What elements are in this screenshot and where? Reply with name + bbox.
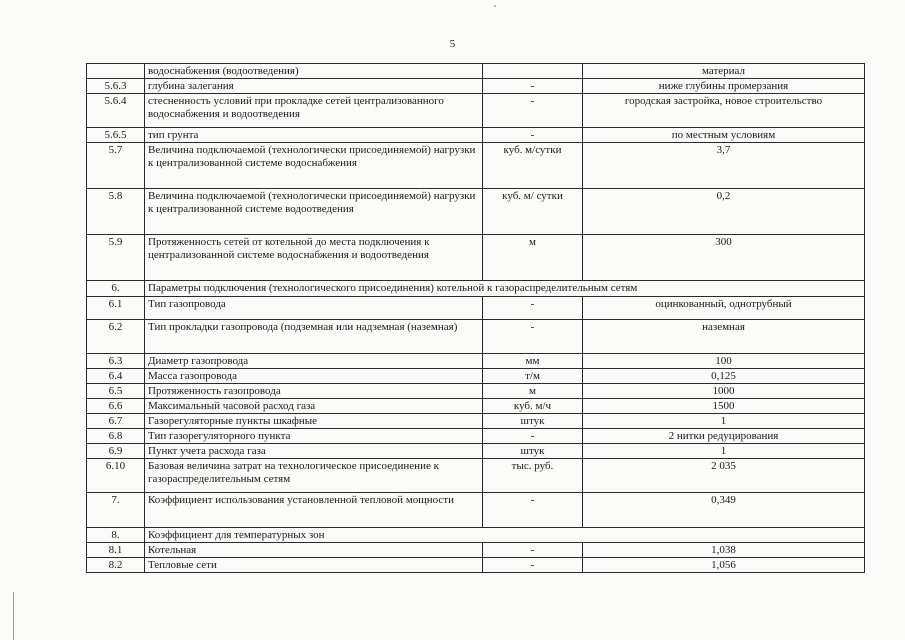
row-unit: - (483, 320, 583, 354)
row-name: Величина подключаемой (технологически присоединяемой) нагрузки к централизованной системе водоснабжения (145, 143, 483, 189)
row-number: 5.8 (87, 189, 145, 235)
row-value: 1000 (583, 384, 865, 399)
row-name: Тип газопровода (145, 297, 483, 320)
row-value: городская застройка, новое строительство (583, 94, 865, 128)
row-value: 1,038 (583, 543, 865, 558)
scan-margin-line (13, 592, 14, 640)
row-number (87, 64, 145, 79)
row-unit (483, 64, 583, 79)
row-number: 6.7 (87, 414, 145, 429)
table-row (87, 399, 865, 414)
table-row (87, 444, 865, 459)
row-value: 1 (583, 444, 865, 459)
row-name: Тип прокладки газопровода (подземная или надземная (наземная) (145, 320, 483, 354)
row-number: 8. (87, 528, 145, 543)
row-value: 2 035 (583, 459, 865, 493)
row-name: Масса газопровода (145, 369, 483, 384)
row-name: Величина подключаемой (технологически присоединяемой) нагрузки к централизованной системе водоотведения (145, 189, 483, 235)
row-value: наземная (583, 320, 865, 354)
row-name: Базовая величина затрат на технологическое присоединение к газораспределительным сетям (145, 459, 483, 493)
table-row (87, 459, 865, 493)
row-value: 300 (583, 235, 865, 281)
row-number: 6.5 (87, 384, 145, 399)
row-number: 5.6.3 (87, 79, 145, 94)
table-row (87, 429, 865, 444)
table-row (87, 369, 865, 384)
row-name: Котельная (145, 543, 483, 558)
row-value: 100 (583, 354, 865, 369)
row-value: оцинкованный, однотрубный (583, 297, 865, 320)
row-value: 1 (583, 414, 865, 429)
row-number: 8.1 (87, 543, 145, 558)
row-name: Протяженность сетей от котельной до места подключения к централизованной системе водоснабжения и водоотведения (145, 235, 483, 281)
row-unit: - (483, 94, 583, 128)
row-unit: - (483, 493, 583, 528)
section-row (87, 281, 865, 297)
row-number: 6.8 (87, 429, 145, 444)
table-row (87, 128, 865, 143)
row-name: Максимальный часовой расход газа (145, 399, 483, 414)
row-unit: - (483, 429, 583, 444)
row-unit: - (483, 297, 583, 320)
row-number: 5.9 (87, 235, 145, 281)
row-number: 6.9 (87, 444, 145, 459)
row-unit: - (483, 128, 583, 143)
table-row (87, 297, 865, 320)
row-number: 6.2 (87, 320, 145, 354)
row-name: Пункт учета расхода газа (145, 444, 483, 459)
row-name: Тепловые сети (145, 558, 483, 573)
row-value: материал (583, 64, 865, 79)
row-name: тип грунта (145, 128, 483, 143)
row-number: 6. (87, 281, 145, 297)
row-number: 8.2 (87, 558, 145, 573)
row-name: Протяженность газопровода (145, 384, 483, 399)
row-number: 6.4 (87, 369, 145, 384)
row-unit: - (483, 558, 583, 573)
row-name: глубина залегания (145, 79, 483, 94)
section-title: Коэффициент для температурных зон (145, 528, 865, 543)
row-unit: - (483, 79, 583, 94)
table-row (87, 414, 865, 429)
row-unit: штук (483, 414, 583, 429)
table-row (87, 79, 865, 94)
row-value: по местным условиям (583, 128, 865, 143)
row-value: 1,056 (583, 558, 865, 573)
row-name: Диаметр газопровода (145, 354, 483, 369)
row-number: 6.3 (87, 354, 145, 369)
page-number: 5 (449, 38, 456, 50)
row-unit: куб. м/сутки (483, 143, 583, 189)
table-row (87, 235, 865, 281)
row-number: 6.10 (87, 459, 145, 493)
row-value: 3,7 (583, 143, 865, 189)
row-unit: мм (483, 354, 583, 369)
row-number: 5.6.4 (87, 94, 145, 128)
row-unit: куб. м/ч (483, 399, 583, 414)
row-value: ниже глубины промерзания (583, 79, 865, 94)
table-row (87, 94, 865, 128)
row-unit: т/м (483, 369, 583, 384)
row-name: Газорегуляторные пункты шкафные (145, 414, 483, 429)
row-name: Тип газорегуляторного пункта (145, 429, 483, 444)
table-row (87, 320, 865, 354)
row-unit: - (483, 543, 583, 558)
row-name: Коэффициент использования установленной тепловой мощности (145, 493, 483, 528)
row-unit: штук (483, 444, 583, 459)
row-value: 0,2 (583, 189, 865, 235)
row-name: водоснабжения (водоотведения) (145, 64, 483, 79)
row-number: 5.7 (87, 143, 145, 189)
row-unit: м (483, 235, 583, 281)
table-row (87, 543, 865, 558)
table-row (87, 64, 865, 79)
table-row (87, 189, 865, 235)
table-row (87, 384, 865, 399)
row-number: 5.6.5 (87, 128, 145, 143)
row-number: 7. (87, 493, 145, 528)
section-row (87, 528, 865, 543)
table-row (87, 143, 865, 189)
row-number: 6.1 (87, 297, 145, 320)
row-unit: тыс. руб. (483, 459, 583, 493)
scan-speck (494, 5, 496, 7)
parameters-table (86, 63, 865, 573)
row-value: 0,349 (583, 493, 865, 528)
row-name: стесненность условий при прокладке сетей централизованного водоснабжения и водоотведения (145, 94, 483, 128)
table-row (87, 558, 865, 573)
row-value: 1500 (583, 399, 865, 414)
row-value: 0,125 (583, 369, 865, 384)
row-value: 2 нитки редуцирования (583, 429, 865, 444)
row-unit: куб. м/ сутки (483, 189, 583, 235)
table-row (87, 493, 865, 528)
row-number: 6.6 (87, 399, 145, 414)
section-title: Параметры подключения (технологического присоединения) котельной к газораспределительным сетям (145, 281, 865, 297)
row-unit: м (483, 384, 583, 399)
table-row (87, 354, 865, 369)
